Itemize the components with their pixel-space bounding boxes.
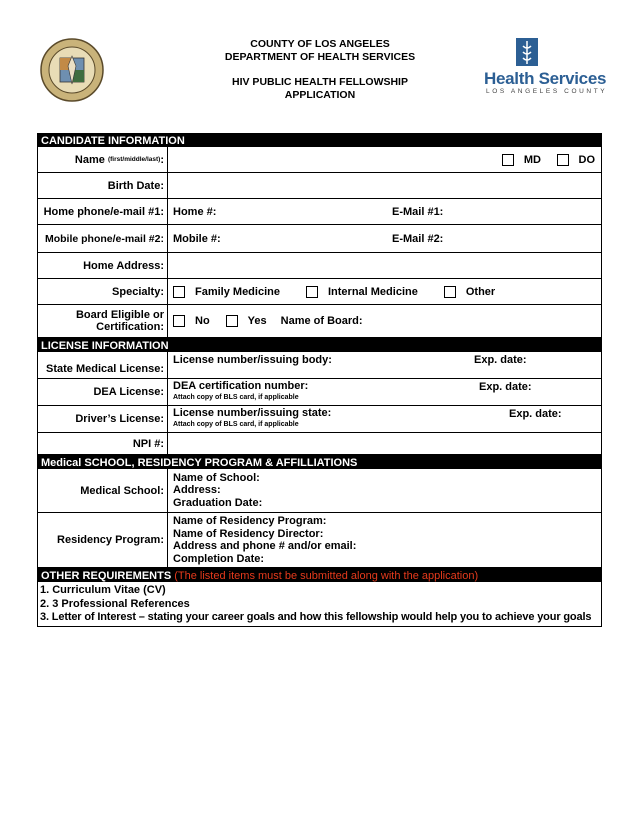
requirement-item: 1. Curriculum Vitae (CV): [40, 584, 166, 596]
application-form: [37, 133, 602, 627]
row-specialty: [37, 279, 602, 305]
other-section-title: OTHER REQUIREMENTS: [41, 570, 172, 582]
email2-label: E-Mail #2:: [392, 232, 444, 245]
requirement-item: 2. 3 Professional References: [40, 597, 190, 610]
residency-field[interactable]: [168, 513, 601, 567]
md-label: MD: [523, 154, 541, 166]
name-colon: :: [160, 153, 164, 166]
home-phone-label: Home phone/e-mail #1:: [38, 199, 168, 224]
drivers-license-field[interactable]: [168, 406, 601, 432]
residency-program-label: Name of Residency Program:: [173, 515, 327, 527]
name-label: Name: [74, 153, 105, 166]
email1-label: E-Mail #1:: [392, 205, 444, 218]
requirement-item: 3. Letter of Interest – stating your career goals and how this fellowship would help you to achieve your goals: [40, 611, 592, 623]
state-exp-label: Exp. date:: [474, 354, 527, 366]
board-yes-label: Yes: [247, 315, 267, 327]
school-address-label: Address:: [173, 484, 221, 497]
completion-date-label: Completion Date:: [173, 552, 265, 565]
board-name-label: Name of Board:: [280, 315, 363, 327]
row-mobile-phone: [37, 225, 602, 253]
state-license-label: State Medical License:: [38, 352, 168, 378]
section-school: Medical SCHOOL, RESIDENCY PROGRAM & AFFILLIATIONS: [37, 455, 602, 469]
name-hint: (first/middle/last): [107, 156, 161, 163]
home-phone-field[interactable]: [168, 199, 601, 224]
home-address-label: Home Address:: [38, 253, 168, 278]
dea-license-prompt: DEA certification number:: [173, 380, 309, 392]
page-header: [0, 0, 638, 130]
residency-contact-label: Address and phone # and/or email:: [173, 540, 357, 552]
dea-license-field[interactable]: [168, 379, 601, 405]
row-home-phone: [37, 199, 602, 225]
board-options: [168, 305, 601, 337]
logo-title: Health Services: [484, 69, 607, 88]
family-medicine-checkbox[interactable]: [173, 286, 185, 298]
section-candidate: CANDIDATE INFORMATION: [37, 133, 602, 147]
md-checkbox[interactable]: [502, 154, 514, 166]
row-residency: [37, 513, 602, 568]
row-drivers-license: [37, 406, 602, 433]
dea-license-label: DEA License:: [38, 379, 168, 405]
internal-medicine-label: Internal Medicine: [327, 285, 418, 298]
row-dea-license: [37, 379, 602, 406]
row-state-license: [37, 352, 602, 379]
drivers-attach-note: Attach copy of BLS card, if applicable: [173, 421, 299, 428]
board-no-checkbox[interactable]: [173, 315, 185, 327]
drivers-exp-label: Exp. date:: [509, 408, 562, 420]
specialty-label: Specialty:: [38, 279, 168, 304]
name-field[interactable]: [168, 147, 601, 172]
medical-school-field[interactable]: [168, 469, 601, 512]
npi-field[interactable]: [168, 433, 601, 454]
state-license-field[interactable]: [168, 352, 601, 378]
state-license-prompt: License number/issuing body:: [173, 354, 332, 366]
board-yes-checkbox[interactable]: [226, 315, 238, 327]
row-board: [37, 305, 602, 338]
heading-program: HIV PUBLIC HEALTH FELLOWSHIP: [232, 76, 408, 88]
mobile-phone-field[interactable]: [168, 225, 601, 252]
department-heading: [200, 38, 440, 102]
heading-department: DEPARTMENT OF HEALTH SERVICES: [224, 51, 416, 63]
residency-director-label: Name of Residency Director:: [173, 527, 324, 540]
dea-attach-note: Attach copy of BLS card, if applicable: [173, 394, 299, 401]
row-home-address: [37, 253, 602, 279]
drivers-license-label: Driver’s License:: [38, 406, 168, 432]
drivers-license-prompt: License number/issuing state:: [173, 407, 332, 419]
graduation-date-label: Graduation Date:: [173, 496, 263, 509]
requirements-list: [37, 582, 602, 627]
school-name-label: Name of School:: [173, 471, 260, 484]
specialty-options: [168, 279, 601, 304]
logo-subtitle: LOS ANGELES COUNTY: [486, 88, 608, 95]
mobile-number-label: Mobile #:: [173, 232, 221, 245]
mobile-phone-label: Mobile phone/e-mail #2:: [38, 225, 168, 252]
birth-date-label: Birth Date:: [38, 173, 168, 198]
internal-medicine-checkbox[interactable]: [306, 286, 318, 298]
home-address-field[interactable]: [168, 253, 601, 278]
row-name: [37, 147, 602, 173]
do-checkbox[interactable]: [557, 154, 569, 166]
birth-date-field[interactable]: [168, 173, 601, 198]
row-npi: [37, 433, 602, 455]
medical-school-label: Medical School:: [38, 469, 168, 512]
do-label: DO: [578, 154, 595, 166]
heading-county: COUNTY OF LOS ANGELES: [250, 38, 390, 50]
section-license: LICENSE INFORMATION: [37, 338, 602, 352]
board-no-label: No: [195, 315, 210, 327]
heading-application: APPLICATION: [284, 89, 356, 101]
board-label-line2: Certification:: [96, 321, 164, 333]
home-number-label: Home #:: [173, 205, 217, 218]
row-medical-school: [37, 469, 602, 513]
residency-label: Residency Program:: [38, 513, 168, 567]
npi-label: NPI #:: [38, 433, 168, 454]
section-other: [37, 568, 602, 582]
family-medicine-label: Family Medicine: [195, 285, 280, 298]
dea-exp-label: Exp. date:: [479, 381, 532, 393]
county-seal-icon: [40, 38, 104, 102]
other-specialty-label: Other: [465, 285, 496, 298]
other-section-note: (The listed items must be submitted along with the application): [174, 570, 479, 582]
row-birth-date: [37, 173, 602, 199]
other-specialty-checkbox[interactable]: [444, 286, 456, 298]
board-label-line1: Board Eligible or: [75, 308, 164, 321]
